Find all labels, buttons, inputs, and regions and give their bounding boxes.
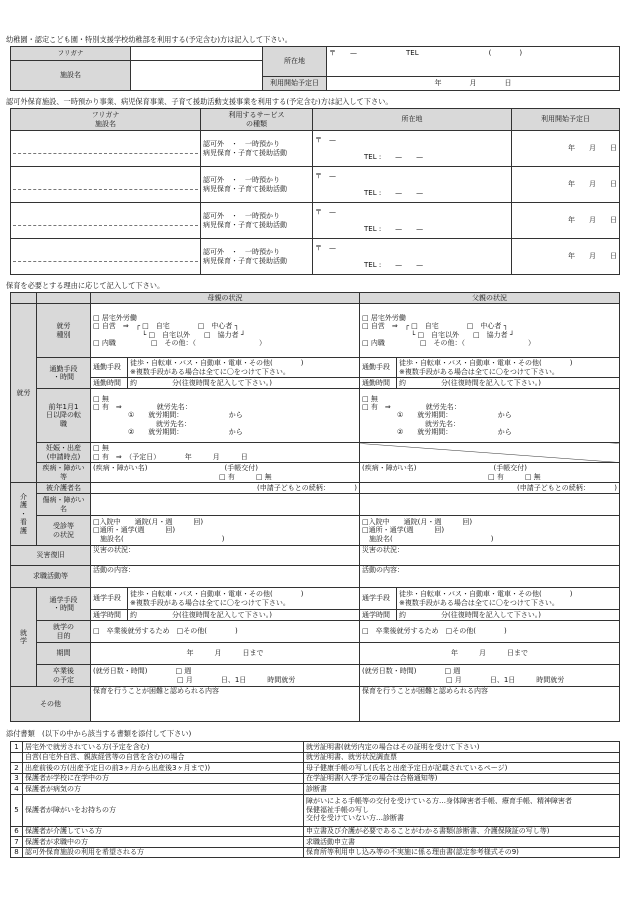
start-date-field[interactable]: 年 月 日 (327, 77, 620, 91)
location-field[interactable]: 〒 — TEL : — — (313, 167, 512, 203)
facility-field[interactable] (11, 203, 201, 239)
father-commute-time[interactable]: 約 分(往復時間を記入して下さい。) (397, 378, 620, 389)
facility-field[interactable] (131, 61, 263, 91)
condition-cell: 保護者が介護している方 (23, 826, 304, 837)
father-period[interactable]: 年 月 日まで (360, 643, 620, 665)
mother-header: 母親の状況 (91, 293, 360, 304)
location-field[interactable]: 〒 — TEL : — — (313, 203, 512, 239)
label-job-change: 前年1月1 日以降の転 職 (37, 389, 91, 443)
mother-employment-type[interactable]: □ 居宅外労働 □ 自営 ⇒ ┌ □ 自宅 □ 中心者 ┐ └ □ 自宅以外 □ 協力者 ┘ □ 内職 □ その他：（ ） (91, 304, 360, 358)
label-school-mode: 通学手段 (91, 588, 128, 610)
row-number: 6 (11, 826, 23, 837)
document-cell: 母子健康手帳の写し(氏名と出産予定日が記載されているページ) (304, 763, 620, 774)
mother-other[interactable]: 保育を行うことが困難と認められる内容 (91, 687, 360, 722)
table-row (11, 763, 620, 774)
label-school-mode: 通学手段 (360, 588, 397, 610)
row-number: 4 (11, 784, 23, 795)
h-start-date: 利用開始予定日 (512, 109, 620, 131)
document-cell: 申立書及び介護が必要であることがわかる書類(診断書、介護保険証の写し等) (304, 826, 620, 837)
service-type-field[interactable]: 認可外 ・ 一時預かり 病児保育・子育て援助活動 (201, 239, 313, 275)
table-row (11, 742, 620, 753)
service-type-field[interactable]: 認可外 ・ 一時預かり 病児保育・子育て援助活動 (201, 167, 313, 203)
facility-field[interactable] (11, 167, 201, 203)
father-commute-mode[interactable]: 徒歩・自転車・バス・自動車・電車・その他( ) ※複数手段がある場合は全てに〇をつけて下さい。 (397, 358, 620, 378)
label-employment: 就労 (11, 304, 37, 483)
table-row (11, 239, 620, 275)
start-date-field[interactable]: 年 月 日 (512, 203, 620, 239)
table-row (11, 847, 620, 858)
location-field[interactable]: 〒 — TEL : — — (313, 131, 512, 167)
label-school-time: 通学時間 (91, 610, 128, 621)
mother-purpose[interactable]: □ 卒業後就労するため □その他( ) (91, 621, 360, 643)
table-row (11, 752, 620, 763)
label-treatment: 受診等 の状況 (37, 516, 91, 546)
unlicensed-care-table (10, 108, 620, 275)
condition-cell: 保護者が病気の方 (23, 784, 304, 795)
mother-commute-mode[interactable]: 徒歩・自転車・バス・自動車・電車・その他( ) ※複数手段がある場合は全てに〇をつけて下さい。 (128, 358, 360, 378)
mother-care-recipient[interactable]: (申請子どもとの続柄： ) (91, 483, 360, 494)
row-number: 3 (11, 773, 23, 784)
label-commute-time: 通勤時間 (91, 378, 128, 389)
care-reason-table (10, 292, 620, 722)
father-illness[interactable]: (疾病・障がい名) (手帳交付) □ 有 □ 無 (360, 463, 620, 483)
table-row (11, 203, 620, 239)
label-disaster: 災害復旧 (11, 546, 91, 566)
father-care-recipient[interactable]: (申請子どもとの続柄： ) (360, 483, 620, 494)
document-cell: 保育所等利用申し込み等の不実施に係る理由書(認定参考様式その9) (304, 847, 620, 858)
condition-cell: 認可外保育施設の利用を希望される方 (23, 847, 304, 858)
document-cell: 求職活動申立書 (304, 837, 620, 848)
mother-after-graduation[interactable]: (就労日数・時間) □ 週 □ 月 日、1日 時間就労 (91, 665, 360, 687)
h-facility: フリガナ 施設名 (11, 109, 201, 131)
facility-field[interactable] (11, 239, 201, 275)
service-type-field[interactable]: 認可外 ・ 一時預かり 病児保育・子育て援助活動 (201, 131, 313, 167)
label-purpose: 就学の 目的 (37, 621, 91, 643)
start-date-field[interactable]: 年 月 日 (512, 239, 620, 275)
document-cell: 障がいによる手帳等の交付を受けている方…身体障害者手帳、療育手帳、精神障害者 保健福祉手帳の写し 交付を受けていない方…診断書 (304, 794, 620, 826)
section2-heading: 認可外保育施設、一時預かり事業、病児保育事業、子育て援助活動支援事業を利用する(予定含む)方は記入して下さい。 (6, 97, 393, 106)
label-school-time: 通学時間 (360, 610, 397, 621)
mother-period[interactable]: 年 月 日まで (91, 643, 360, 665)
section4-heading: 添付書類 (以下の中から該当する書類を添付して下さい) (6, 729, 192, 738)
condition-cell: 保護者が学校に在学中の方 (23, 773, 304, 784)
father-condition[interactable] (360, 494, 620, 516)
row-number: 2 (11, 763, 23, 774)
label-job-search: 求職活動等 (11, 566, 91, 588)
table-row (11, 826, 620, 837)
table-row (11, 167, 620, 203)
row-number: 5 (11, 794, 23, 826)
mother-school-time[interactable]: 約 分(往復時間を記入して下さい。) (128, 610, 360, 621)
furigana-label: フリガナ (11, 47, 131, 61)
father-treatment[interactable]: □入院中 通院(月・週 回) □通所・通学(週 回) 施設名( ) (360, 516, 620, 546)
father-job-change[interactable]: □ 無 □ 有 ⇒ 就労先名： ① 就労期間： から 就労先名： ② 就労期間： から (360, 389, 620, 443)
kindergarten-table (10, 46, 620, 91)
mother-job-search[interactable]: 活動の内容： (91, 566, 360, 588)
start-date-field[interactable]: 年 月 日 (512, 131, 620, 167)
mother-disaster[interactable]: 災害の状況： (91, 546, 360, 566)
label-after-graduation: 卒業後 の予定 (37, 665, 91, 687)
service-type-field[interactable]: 認可外 ・ 一時預かり 病児保育・子育て援助活動 (201, 203, 313, 239)
table-row (11, 773, 620, 784)
document-cell: 就労証明書(就労内定の場合はその証明を受けて下さい) (304, 742, 620, 753)
attachments-table (10, 741, 620, 858)
row-number: 8 (11, 847, 23, 858)
father-job-search[interactable]: 活動の内容： (360, 566, 620, 588)
label-pregnancy: 妊娠・出産 (申請時点) (37, 443, 91, 463)
document-cell: 診断書 (304, 784, 620, 795)
label-condition: 傷病・障がい 名 (37, 494, 91, 516)
h-location: 所在地 (313, 109, 512, 131)
furigana-field[interactable] (131, 47, 263, 61)
condition-cell: 居宅外で就労されている方(予定を含む) (23, 742, 304, 753)
table-row (11, 131, 620, 167)
label-care-recipient: 被介護者名 (37, 483, 91, 494)
mother-job-change[interactable]: □ 無 □ 有 ⇒ 就労先名： ① 就労期間： から 就労先名： ② 就労期間： から (91, 389, 360, 443)
father-purpose[interactable]: □ 卒業後就労するため □その他( ) (360, 621, 620, 643)
label-commute: 通勤手段 ・時間 (37, 358, 91, 389)
label-period: 期間 (37, 643, 91, 665)
location-label: 所在地 (263, 47, 327, 77)
label-caregiving: 介 護 ・ 看 護 (11, 483, 37, 546)
mother-school-mode[interactable]: 徒歩・自転車・バス・自動車・電車・その他( ) ※複数手段がある場合は全てに〇をつけて下さい。 (128, 588, 360, 610)
mother-condition[interactable] (91, 494, 360, 516)
start-date-field[interactable]: 年 月 日 (512, 167, 620, 203)
mother-illness[interactable]: (疾病・障がい名) (手帳交付) □ 有 □ 無 (91, 463, 360, 483)
father-pregnancy-na (360, 443, 620, 463)
label-commute-time: 通勤時間 (360, 378, 397, 389)
label-illness: 疾病・障がい 等 (37, 463, 91, 483)
label-employment-type: 就労 種別 (37, 304, 91, 358)
mother-commute-time[interactable]: 約 分(往復時間を記入して下さい。) (128, 378, 360, 389)
condition-cell: 出産前後の方(出産予定日の前3ヶ月から出産後3ヶ月まで)) (23, 763, 304, 774)
mother-treatment[interactable]: □入院中 通院(月・週 回) □通所・通学(週 回) 施設名( ) (91, 516, 360, 546)
father-school-time[interactable]: 約 分(往復時間を記入して下さい。) (397, 610, 620, 621)
father-disaster[interactable]: 災害の状況： (360, 546, 620, 566)
father-after-graduation[interactable]: (就労日数・時間) □ 週 □ 月 日、1日 時間就労 (360, 665, 620, 687)
h-service-type: 利用するサービス の種類 (201, 109, 313, 131)
label-other: その他 (11, 687, 91, 722)
table-row (11, 837, 620, 848)
label-commute-mode: 通勤手段 (360, 358, 397, 378)
document-cell: 就労証明書、就労状況調査票 (304, 752, 620, 763)
label-school-commute: 通学手段 ・時間 (37, 588, 91, 621)
facility-field[interactable] (11, 131, 201, 167)
table-row (11, 784, 620, 795)
father-header: 父親の状況 (360, 293, 620, 304)
condition-cell: 保護者が障がいをお持ちの方 (23, 794, 304, 826)
condition-cell: 保護者が求職中の方 (23, 837, 304, 848)
mother-pregnancy[interactable]: □ 無 □ 有 ⇒ （予定日） 年 月 日 (91, 443, 360, 463)
start-date-label: 利用開始予定日 (263, 77, 327, 91)
label-schooling: 就 学 (11, 588, 37, 687)
document-cell: 在学証明書(入学予定の場合は合格通知等) (304, 773, 620, 784)
location-field[interactable]: 〒 — TEL ( ) (327, 47, 620, 77)
row-number: 7 (11, 837, 23, 848)
father-employment-type[interactable]: □ 居宅外労働 □ 自営 ⇒ ┌ □ 自宅 □ 中心者 ┐ └ □ 自宅以外 □ 協力者 ┘ □ 内職 □ その他：（ ） (360, 304, 620, 358)
row-number (11, 752, 23, 763)
label-commute-mode: 通勤手段 (91, 358, 128, 378)
facility-label: 施設名 (11, 61, 131, 91)
row-number: 1 (11, 742, 23, 753)
father-school-mode[interactable]: 徒歩・自転車・バス・自動車・電車・その他( ) ※複数手段がある場合は全てに〇をつけて下さい。 (397, 588, 620, 610)
condition-cell: 自営(自宅外自営、親族経営等の自営を含む)の場合 (23, 752, 304, 763)
section1-heading: 幼稚園・認定こども園・特別支援学校幼稚部を利用する(予定含む)方は記入して下さい。 (6, 35, 292, 44)
father-other[interactable]: 保育を行うことが困難と認められる内容 (360, 687, 620, 722)
section3-heading: 保育を必要とする理由に応じて記入して下さい。 (6, 281, 165, 290)
table-row (11, 794, 620, 826)
location-field[interactable]: 〒 — TEL : — — (313, 239, 512, 275)
